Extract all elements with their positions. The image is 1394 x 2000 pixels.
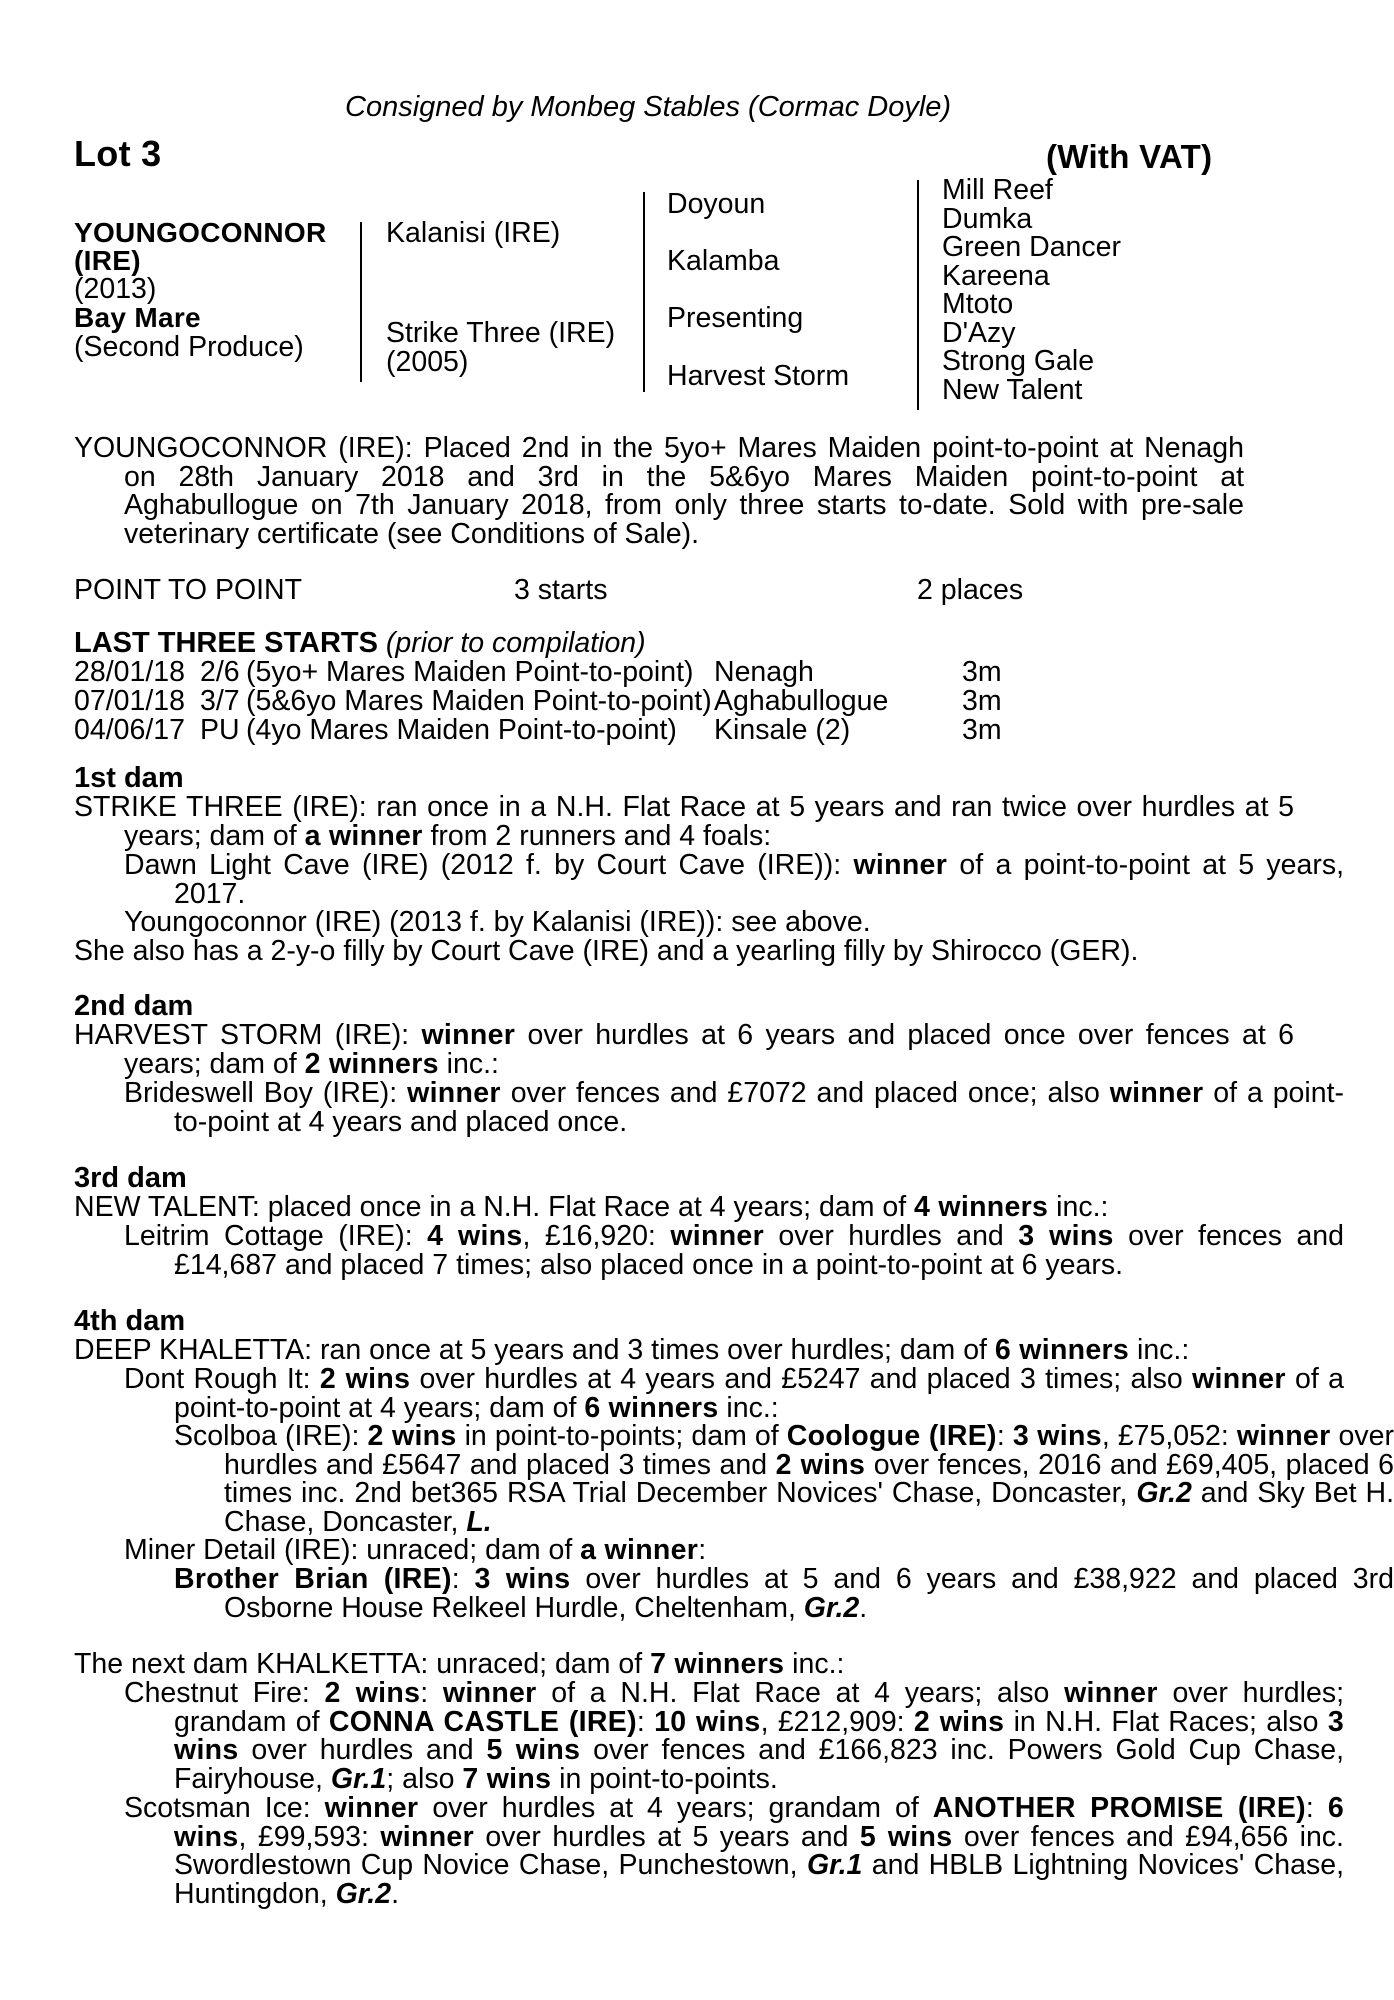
dam1-child-2: Youngoconnor (IRE) (2013 f. by Kalanisi (IRE)): see above.: [124, 906, 871, 938]
text: of a point-to-point at 4 years; dam of: [174, 1363, 1344, 1424]
text: Scolboa (IRE):: [174, 1420, 368, 1452]
bold-text: 7 wins: [462, 1762, 552, 1795]
pedigree-gen3-4: Harvest Storm: [667, 360, 850, 392]
bold-text: 10 wins: [654, 1705, 761, 1738]
text: over hurdles at 5 and 6 years and £38,922 and placed 3rd Osborne House Relkeel Hurdle, Cheltenham,: [224, 1563, 1394, 1624]
bold-text: a winner: [580, 1534, 699, 1566]
summary-line: Aghabullogue on 7th January 2018, from only three starts to-date. Sold with pre-sale: [124, 489, 1244, 521]
bold-text: winner: [1109, 1077, 1204, 1109]
dam4-grandchild-scolboa: [74, 1422, 1394, 1536]
bold-text: winner: [1236, 1420, 1331, 1452]
consigned-by: Consigned by Monbeg Stables (Cormac Doyle): [345, 91, 952, 123]
ptp-places: 2 places: [917, 574, 1024, 606]
bold-text: Coologue (IRE): [786, 1420, 997, 1452]
start-date: 28/01/18: [74, 656, 185, 688]
dam2-paragraph: [74, 1021, 1294, 1078]
bold-text: 4 winners: [914, 1191, 1049, 1223]
bold-text: winner: [380, 1820, 474, 1853]
last-three-title: LAST THREE STARTS: [74, 627, 378, 659]
dam1-child-1: [74, 851, 1344, 908]
pedigree-gen4-7: Strong Gale: [942, 345, 1095, 377]
nextdam-child-scotsman-ice: [74, 1794, 1344, 1908]
text: of a N.H. Flat Race at 4 years; also: [536, 1677, 1065, 1709]
dam1-heading: 1st dam: [74, 762, 184, 794]
start-distance: 3m: [962, 685, 1002, 717]
bold-text: winner: [421, 1019, 516, 1051]
start-race: (5&6yo Mares Maiden Point-to-point): [246, 685, 712, 717]
bold-text: 2 wins: [324, 1677, 421, 1709]
bold-text: 6 wins: [174, 1792, 1344, 1853]
text: inc.:: [438, 1047, 499, 1080]
text: over hurdles and £5647 and placed 3 times and: [224, 1420, 1394, 1481]
text: over hurdles at 4 years and £5247 and placed 3 times; also: [410, 1363, 1193, 1395]
pedigree-gen4-4: Kareena: [942, 260, 1050, 292]
bold-text: winner: [442, 1677, 537, 1709]
grade-text: L.: [466, 1505, 492, 1538]
pedigree-divider-1: [360, 222, 362, 382]
nextdam-paragraph: [74, 1650, 1244, 1679]
grade-text: Gr.1: [330, 1762, 387, 1795]
grade-text: Gr.1: [806, 1849, 863, 1881]
start-course: Aghabullogue: [714, 685, 889, 717]
grade-text: Gr.2: [335, 1877, 392, 1910]
bold-text: 5 wins: [859, 1820, 953, 1853]
bold-text: 3 wins: [174, 1705, 1344, 1766]
text: Miner Detail (IRE): unraced; dam of: [124, 1534, 581, 1566]
bold-text: 6 winners: [584, 1391, 719, 1424]
summary-line: veterinary certificate (see Conditions of Sale).: [124, 517, 700, 550]
dam1-paragraph: [74, 793, 1294, 850]
start-position: 2/6: [200, 656, 240, 688]
start-position: PU: [200, 714, 240, 746]
text: in point-to-points; dam of: [456, 1420, 787, 1452]
text: over fences and £94,656 inc. Swordlestown Cup Novice Chase, Punchestown,: [174, 1820, 1344, 1881]
text: STRIKE THREE (IRE): ran once in a N.H. Flat Race at 5 years and ran twice over hurdles at 5 years; dam of: [74, 791, 1294, 852]
pedigree-gen4-3: Green Dancer: [942, 231, 1122, 263]
text: , £212,909:: [760, 1705, 914, 1738]
bold-text: 6 winners: [994, 1334, 1130, 1366]
grade-text: Gr.2: [803, 1591, 860, 1624]
pedigree-divider-2: [643, 192, 645, 392]
text: over hurdles at 5 years and: [473, 1820, 860, 1853]
text: Brideswell Boy (IRE):: [124, 1077, 408, 1109]
bold-text: 2 wins: [367, 1420, 457, 1452]
text: :: [636, 1705, 655, 1738]
bold-text: 4 wins: [427, 1220, 523, 1252]
text: , £99,593:: [238, 1820, 381, 1853]
text: in N.H. Flat Races; also: [1004, 1705, 1328, 1738]
text: inc.:: [718, 1391, 779, 1424]
ptp-starts: 3 starts: [514, 574, 608, 606]
text: Dont Rough It:: [124, 1363, 320, 1395]
bold-text: winner: [407, 1077, 501, 1109]
dam1-also: She also has a 2-y-o filly by Court Cave (IRE) and a yearling filly by Shirocco (GER).: [74, 935, 1139, 967]
text: , £16,920:: [522, 1220, 671, 1252]
text: NEW TALENT: placed once in a N.H. Flat Race at 4 years; dam of: [74, 1191, 915, 1223]
dam4-child-miner-detail: [74, 1536, 1344, 1565]
dam3-paragraph: [74, 1193, 1294, 1222]
horse-year: (2013): [74, 273, 157, 305]
bold-text: 3 wins: [1012, 1420, 1102, 1452]
text: over hurdles and: [238, 1734, 487, 1766]
horse-name: YOUNGOCONNOR: [74, 217, 327, 248]
last-three-heading: [74, 629, 646, 658]
text: and Sky Bet H. Chase, Doncaster,: [224, 1477, 1394, 1538]
text: over fences, 2016 and £69,405, placed 6 times inc. 2nd bet365 RSA Trial December Novices' Chase, Doncaster,: [224, 1448, 1394, 1509]
text: in point-to-points.: [551, 1762, 778, 1795]
horse-produce: (Second Produce): [74, 331, 304, 363]
summary-paragraph: [74, 434, 1244, 548]
start-date: 04/06/17: [74, 714, 185, 746]
bold-text: 3 wins: [1018, 1220, 1114, 1252]
text: .: [859, 1591, 868, 1624]
start-distance: 3m: [962, 714, 1002, 746]
text: over hurdles; grandam of: [174, 1677, 1345, 1738]
text: HARVEST STORM (IRE):: [74, 1019, 422, 1051]
text: Leitrim Cottage (IRE):: [124, 1220, 428, 1252]
text: ; also: [386, 1762, 463, 1795]
text: :: [451, 1563, 475, 1595]
last-three-note: (prior to compilation): [385, 627, 646, 659]
grade-text: Gr.2: [1136, 1477, 1192, 1509]
bold-text: a winner: [304, 819, 423, 852]
lot-number: Lot 3: [74, 133, 162, 174]
text: of a point-to-point at 4 years and placed once.: [174, 1077, 1344, 1138]
start-course: Kinsale (2): [714, 714, 851, 746]
bold-text: 2 wins: [775, 1448, 866, 1481]
bold-text: 7 winners: [650, 1648, 785, 1680]
dam2-heading: 2nd dam: [74, 990, 194, 1022]
dam2-child-1: [74, 1079, 1344, 1136]
text: :: [698, 1534, 707, 1566]
text: :: [996, 1420, 1013, 1452]
dam3-child-1: [74, 1222, 1344, 1279]
start-race: (4yo Mares Maiden Point-to-point): [246, 714, 677, 746]
bold-text: Brother Brian (IRE): [174, 1563, 452, 1595]
text: .: [391, 1877, 400, 1910]
pedigree-dam: Strike Three (IRE): [386, 317, 616, 349]
text: of a point-to-point at 5 years, 2017.: [174, 849, 1344, 910]
text: over fences and £7072 and placed once; also: [500, 1077, 1110, 1109]
text: DEEP KHALETTA: ran once at 5 years and 3 times over hurdles; dam of: [74, 1334, 995, 1366]
text: inc.:: [784, 1648, 845, 1680]
bold-text: 2 winners: [304, 1047, 439, 1080]
text: over hurdles at 4 years; grandam of: [418, 1792, 933, 1824]
nextdam-child-chestnut-fire: [74, 1679, 1344, 1793]
summary-line: YOUNGOCONNOR (IRE): Placed 2nd in the 5yo+ Mares Maiden point-to-point at Nenagh: [74, 432, 1244, 464]
text: Scotsman Ice:: [124, 1792, 325, 1824]
text: :: [420, 1677, 443, 1709]
pedigree-gen4-8: New Talent: [942, 374, 1083, 406]
dam4-grandchild-brother-brian: [74, 1565, 1394, 1622]
summary-line: on 28th January 2018 and 3rd in the 5&6yo Mares Maiden point-to-point at: [124, 460, 1244, 493]
vat-status: (With VAT): [1046, 138, 1213, 175]
text: and HBLB Lightning Novices' Chase, Huntingdon,: [174, 1849, 1344, 1910]
text: Dawn Light Cave (IRE) (2012 f. by Court Cave (IRE)):: [124, 849, 854, 881]
dam4-paragraph: [74, 1336, 1294, 1365]
horse-sex: Bay Mare: [74, 302, 201, 333]
start-position: 3/7: [200, 685, 240, 717]
text: over hurdles at 6 years and placed once over fences at 6 years; dam of: [124, 1019, 1295, 1080]
pedigree-divider-3: [917, 180, 919, 410]
text: from 2 runners and 4 foals:: [422, 819, 772, 852]
pedigree-sire: Kalanisi (IRE): [386, 217, 561, 249]
pedigree-gen3-1: Doyoun: [667, 188, 766, 220]
pedigree-gen3-2: Kalamba: [667, 245, 780, 277]
text: over hurdles and: [763, 1220, 1019, 1252]
text: inc.:: [1129, 1334, 1190, 1366]
text: The next dam KHALKETTA: unraced; dam of: [74, 1648, 651, 1680]
start-race: (5yo+ Mares Maiden Point-to-point): [246, 656, 694, 688]
pedigree-gen3-3: Presenting: [667, 302, 804, 334]
dam4-child-dont-rough-it: [74, 1365, 1344, 1422]
bold-text: 2 wins: [319, 1363, 411, 1395]
start-date: 07/01/18: [74, 685, 185, 717]
dam3-heading: 3rd dam: [74, 1162, 187, 1194]
ptp-label: POINT TO POINT: [74, 574, 303, 606]
start-distance: 3m: [962, 656, 1002, 688]
bold-text: 3 wins: [474, 1563, 571, 1595]
bold-text: winner: [1192, 1363, 1286, 1395]
bold-text: 5 wins: [486, 1734, 581, 1766]
bold-text: winner: [853, 849, 948, 881]
bold-text: winner: [324, 1792, 419, 1824]
dam4-heading: 4th dam: [74, 1305, 186, 1337]
pedigree-gen4-6: D'Azy: [942, 317, 1016, 349]
horse-country: (IRE): [74, 245, 141, 276]
text: over fences and £14,687 and placed 7 times; also placed once in a point-to-point at 6 years.: [174, 1220, 1344, 1281]
pedigree-dam-year: (2005): [386, 346, 469, 378]
bold-text: ANOTHER PROMISE (IRE): [932, 1792, 1306, 1824]
bold-text: winner: [670, 1220, 764, 1252]
pedigree-gen4-2: Dumka: [942, 203, 1033, 235]
bold-text: winner: [1064, 1677, 1158, 1709]
text: inc.:: [1048, 1191, 1109, 1223]
bold-text: 2 wins: [913, 1705, 1005, 1738]
text: over fences and £166,823 inc. Powers Gold Cup Chase, Fairyhouse,: [174, 1734, 1344, 1795]
bold-text: CONNA CASTLE (IRE): [328, 1705, 637, 1738]
text: :: [1305, 1792, 1328, 1824]
start-course: Nenagh: [714, 656, 814, 688]
pedigree-gen4-1: Mill Reef: [942, 174, 1053, 206]
pedigree-gen4-5: Mtoto: [942, 288, 1014, 320]
text: Chestnut Fire:: [124, 1677, 325, 1709]
text: , £75,052:: [1101, 1420, 1237, 1452]
